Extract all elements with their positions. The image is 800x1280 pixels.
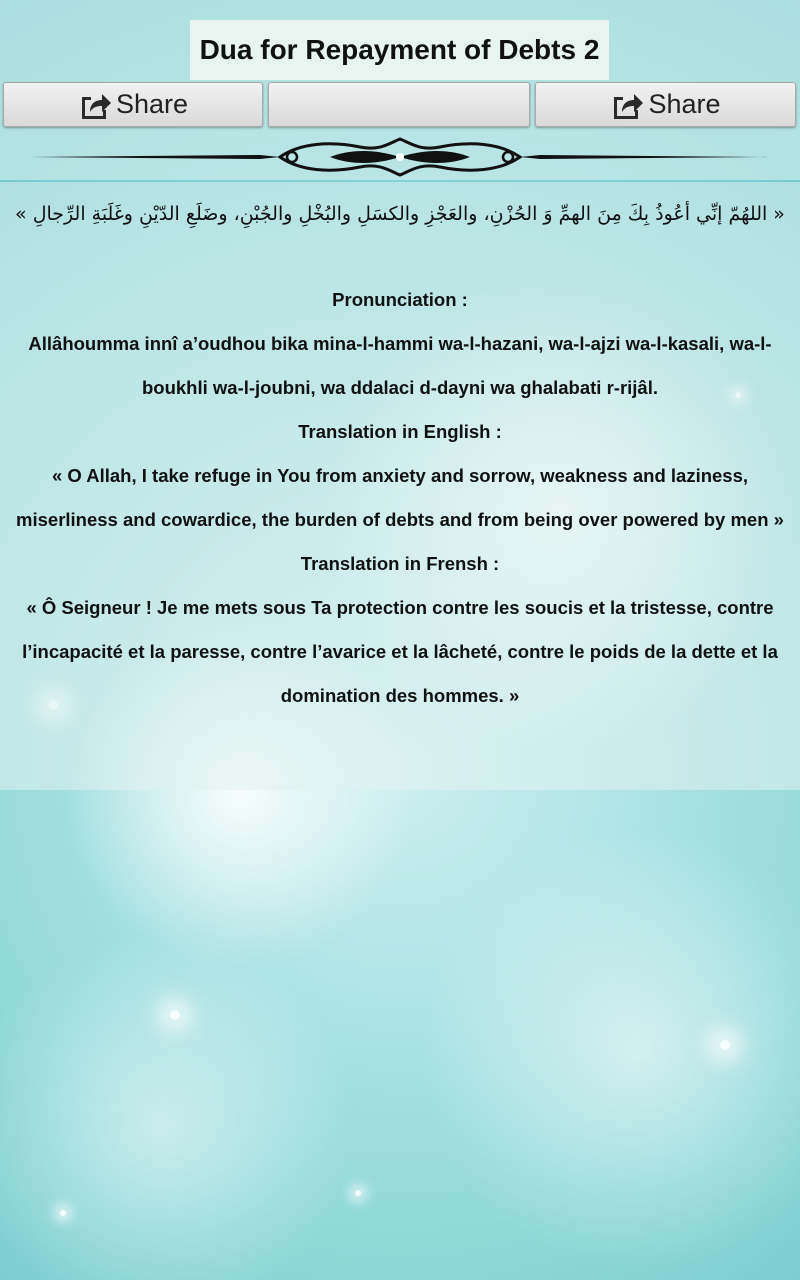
sparkle-decoration (170, 1010, 180, 1020)
share-icon (78, 88, 112, 122)
sparkle-decoration (60, 1210, 66, 1216)
share-icon (610, 88, 644, 122)
share-button-label: Share (115, 89, 189, 119)
title-box (190, 20, 609, 80)
english-translation-text: « O Allah, I take refuge in You from anxiety and sorrow, weakness and laziness, miserliness and cowardice, the burden of debts and from being over powered by men » (16, 465, 784, 530)
header-area (0, 0, 800, 180)
ornament-divider (30, 135, 770, 179)
sparkle-decoration (355, 1190, 361, 1196)
arabic-dua-text: « اللهُمّ إنِّي أعُوذُ بِكَ مِنَ الهمِّ وَ الحُزْنِ، والعَجْزِ والكسَلِ والبُخْلِ والجُبْنِ، وضَلَعِ الدّيْنِ وغَلَبَةِ الرِّجالِ » (15, 203, 785, 225)
middle-button[interactable] (268, 82, 530, 127)
sparkle-decoration (720, 1040, 730, 1050)
english-heading: Translation in English : (298, 421, 502, 442)
share-button-label: Share (648, 89, 721, 119)
french-heading: Translation in Frensh : (300, 553, 500, 574)
share-button-left[interactable] (3, 82, 263, 127)
pronunciation-text: Allâhoumma innî a’oudhou bika mina-l-hammi wa-l-hazani, wa-l-ajzi wa-l-kasali, wa-l-boukhli wa-l-joubni, wa ddalaci d-dayni wa ghalabati r-rijâl. (28, 333, 772, 398)
french-translation-text: « Ô Seigneur ! Je me mets sous Ta protection contre les soucis et la tristesse, contre l’incapacité et la paresse, contre l’avarice et la lâcheté, contre le poids de la dette et la domination des hommes. » (22, 597, 778, 706)
page-title: Dua for Repayment of Debts 2 (199, 34, 600, 65)
dua-content (0, 182, 800, 790)
pronunciation-heading: Pronunciation : (332, 289, 468, 310)
share-button-right[interactable] (535, 82, 796, 127)
